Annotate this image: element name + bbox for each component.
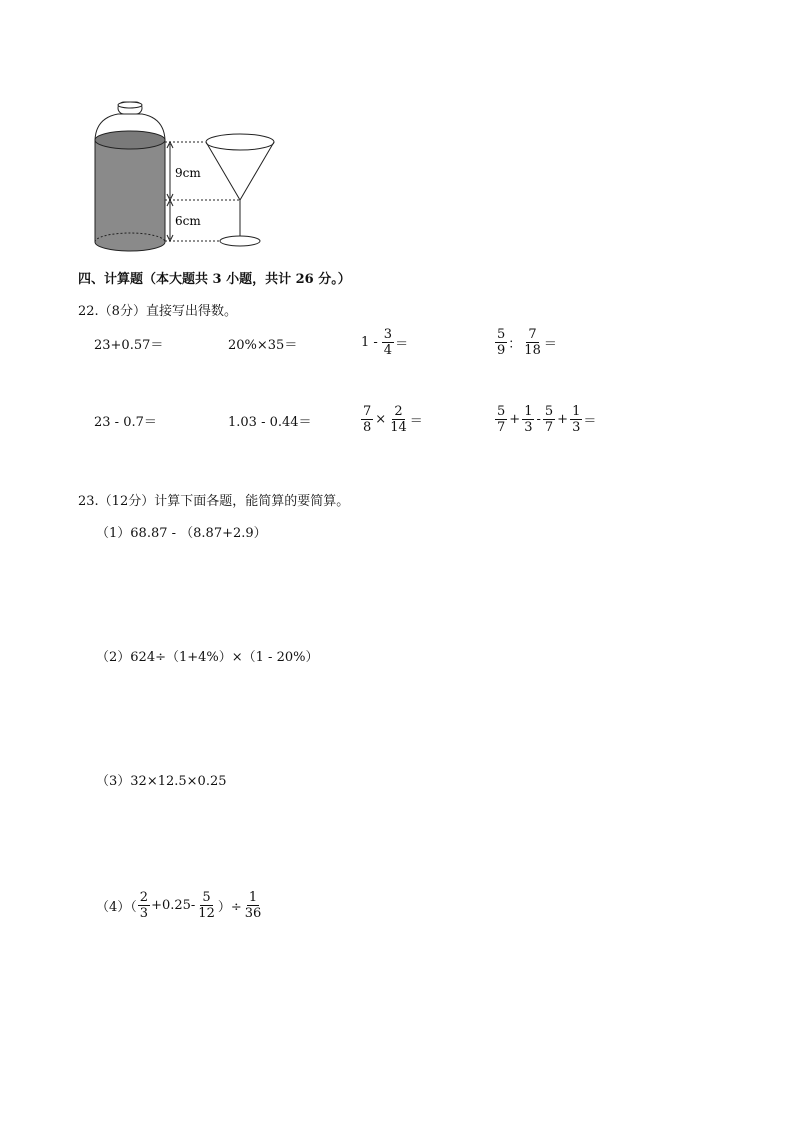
denominator: 8 xyxy=(363,420,372,435)
denominator: 3 xyxy=(139,906,149,921)
q23-part-4 xyxy=(96,891,264,920)
fraction-3-4 xyxy=(382,328,394,357)
r1c3-pre: 1 - xyxy=(361,335,378,350)
plus-b: + xyxy=(557,412,569,427)
liquid-surface xyxy=(95,131,165,149)
fraction-5-12 xyxy=(196,891,217,920)
numerator: 5 xyxy=(544,404,554,419)
minus: - xyxy=(536,412,541,427)
q23-title: 23.（12分）计算下面各题，能简算的要简算。 xyxy=(78,494,350,509)
numerator: 2 xyxy=(394,404,403,419)
numerator: 7 xyxy=(528,327,537,342)
colon: ： xyxy=(508,337,522,352)
fraction-5-7-b xyxy=(543,405,555,434)
glass-base xyxy=(220,236,260,246)
q22-r1c1: 23+0.57＝ xyxy=(94,338,164,353)
denominator: 4 xyxy=(383,343,393,358)
numerator: 1 xyxy=(572,404,581,419)
q22-r1c2: 20%×35＝ xyxy=(228,338,298,353)
fraction-5-9 xyxy=(495,328,507,357)
glass-rim xyxy=(206,134,274,150)
q22-title: 22.（8分）直接写出得数。 xyxy=(78,304,237,319)
denominator: 14 xyxy=(390,420,407,435)
q23-part-2: （2）624÷（1+4%）×（1 - 20%） xyxy=(96,650,319,665)
r2c3-eq: ＝ xyxy=(409,414,423,429)
q22-r1c4 xyxy=(494,328,557,357)
numerator: 5 xyxy=(202,890,211,905)
bottle-cap-top xyxy=(118,102,142,108)
fraction-7-18 xyxy=(522,328,543,357)
r1c3-eq: ＝ xyxy=(395,337,409,352)
bottle-and-glass-figure xyxy=(88,96,288,256)
section-title: 四、计算题（本大题共 3 小题，共计 26 分。） xyxy=(78,272,351,287)
denominator: 18 xyxy=(524,343,541,358)
q22-r2c2: 1.03 - 0.44＝ xyxy=(228,415,312,430)
numerator: 1 xyxy=(248,890,258,905)
denominator: 7 xyxy=(497,420,506,435)
numerator: 2 xyxy=(139,890,149,905)
fraction-5-7-a xyxy=(495,405,507,434)
q22-r1c3 xyxy=(361,328,408,357)
numerator: 1 xyxy=(524,404,533,419)
numerator: 5 xyxy=(497,404,506,419)
denominator: 3 xyxy=(524,420,533,435)
denominator: 3 xyxy=(572,420,581,435)
glass-cone xyxy=(206,142,274,200)
denominator: 36 xyxy=(244,906,262,921)
r1c4-eq: ＝ xyxy=(543,337,557,352)
times: × xyxy=(375,412,387,427)
q22-r2c4 xyxy=(494,405,596,434)
r2c4-eq: ＝ xyxy=(583,414,597,429)
numerator: 5 xyxy=(497,327,506,342)
numerator: 7 xyxy=(363,404,372,419)
q22-r2c1: 23 - 0.7＝ xyxy=(94,415,157,430)
q22-r2c3 xyxy=(360,405,423,434)
bottle-liquid xyxy=(95,140,165,251)
denominator: 12 xyxy=(198,906,215,921)
fraction-1-3-b xyxy=(570,405,582,434)
label-9cm: 9cm xyxy=(175,166,201,180)
denominator: 9 xyxy=(497,343,506,358)
q23-part-1: （1）68.87 - （8.87+2.9） xyxy=(96,526,267,541)
p4-pre: （4）（ xyxy=(96,900,137,915)
plus-a: + xyxy=(509,412,521,427)
p4-mid: +0.25- xyxy=(151,898,196,913)
denominator: 7 xyxy=(544,420,554,435)
fraction-1-3-a xyxy=(522,405,534,434)
numerator: 3 xyxy=(383,327,393,342)
q23-part-3: （3）32×12.5×0.25 xyxy=(96,774,227,789)
fraction-1-36 xyxy=(243,891,264,920)
fraction-2-14 xyxy=(388,405,409,434)
fraction-7-8 xyxy=(361,405,373,434)
label-6cm: 6cm xyxy=(175,214,201,228)
fraction-2-3 xyxy=(138,891,150,920)
p4-close: ）÷ xyxy=(217,900,242,915)
